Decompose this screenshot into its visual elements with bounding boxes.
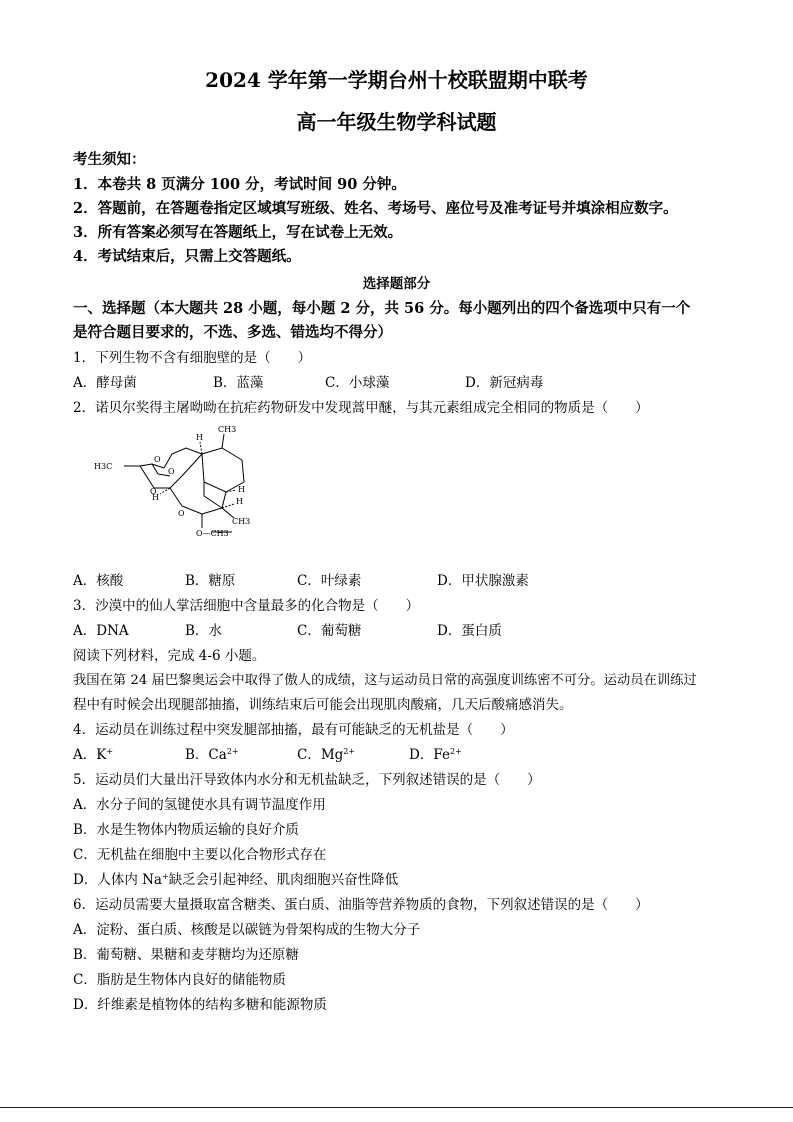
q5-option-c: C．无机盐在细胞中主要以化合物形式存在 bbox=[73, 847, 327, 863]
q6-option-b: B．葡萄糖、果糖和麦芽糖均为还原糖 bbox=[73, 947, 299, 963]
section-title: 选择题部分 bbox=[362, 276, 431, 292]
seven-ring-top bbox=[164, 448, 202, 468]
label-och3: O—CH3 bbox=[196, 529, 229, 538]
q5-stem: 5．运动员们大量出汗导致体内水分和无机盐缺乏，下列叙述错误的是（ ） bbox=[73, 772, 541, 788]
q3-option-d: D．蛋白质 bbox=[437, 623, 502, 639]
notice-item-3: 3．所有答案必须写在答题纸上，写在试卷上无效。 bbox=[73, 224, 403, 241]
q6-option-d: D．纤维素是植物体的结构多糖和能源物质 bbox=[73, 997, 327, 1013]
q2-option-a: A．核酸 bbox=[73, 573, 124, 589]
label-o2: O bbox=[168, 467, 175, 476]
q4-option-b-label: B．Ca bbox=[185, 747, 227, 763]
label-o3: O bbox=[150, 487, 157, 496]
notice-heading: 考生须知： bbox=[73, 151, 146, 168]
notice-item-1: 1．本卷共 8 页满分 100 分，考试时间 90 分钟。 bbox=[73, 176, 406, 193]
q3-option-b: B．水 bbox=[185, 623, 222, 639]
label-h-right1: H bbox=[238, 485, 245, 494]
q4-option-d-label: D．Fe bbox=[409, 747, 450, 763]
label-ch3-right: CH3 bbox=[232, 517, 251, 526]
q4-option-c-label: C．Mg bbox=[297, 747, 344, 763]
q3-option-a: A．DNA bbox=[73, 623, 129, 639]
q4-option-a-label: A．K bbox=[73, 747, 107, 763]
q4-option-d bbox=[409, 743, 462, 763]
q5-option-d-post: 缺乏会引起神经、肌肉细胞兴奋性降低 bbox=[168, 872, 399, 888]
q5-option-d-pre: D．人体内 Na bbox=[73, 872, 162, 888]
reading-line-2: 程中有时候会出现腿部抽搐，训练结束后可能会出现肌肉酸痛，几天后酸痛感消失。 bbox=[73, 697, 573, 713]
q5-option-d-charge: + bbox=[161, 872, 169, 881]
q3-stem: 3．沙漠中的仙人掌活细胞中含量最多的化合物是（ ） bbox=[73, 598, 420, 614]
q5-option-b: B．水是生物体内物质运输的良好介质 bbox=[73, 822, 299, 838]
q2-option-c: C．叶绿素 bbox=[297, 573, 362, 589]
q4-stem: 4．运动员在训练过程中突发腿部抽搐，最有可能缺乏的无机盐是（ ） bbox=[73, 722, 514, 738]
notice-item-4: 4．考试结束后，只需上交答题纸。 bbox=[73, 248, 301, 265]
label-h3c: H3C bbox=[94, 462, 113, 471]
label-h-right2: H bbox=[236, 497, 243, 506]
q4-option-a-charge: + bbox=[106, 747, 114, 756]
q2-stem: 2．诺贝尔奖得主屠呦呦在抗疟药物研发中发现蒿甲醚，与其元素组成完全相同的物质是（ ） bbox=[73, 400, 649, 416]
label-o1: O bbox=[154, 455, 161, 464]
q4-option-c-charge: 2+ bbox=[343, 747, 356, 756]
label-h-left: H bbox=[152, 493, 159, 502]
notice-item-2: 2．答题前，在答题卷指定区域填写班级、姓名、考场号、座位号及准考证号并填涂相应数字。 bbox=[73, 200, 678, 217]
section-intro-line1: 一、选择题（本大题共 28 小题，每小题 2 分，共 56 分。每小题列出的四个备选项中只有一个 bbox=[73, 300, 691, 317]
label-o4: O bbox=[178, 509, 185, 518]
q3-option-c: C．葡萄糖 bbox=[297, 623, 362, 639]
q4-option-b bbox=[185, 743, 239, 763]
q6-option-a: A．淀粉、蛋白质、核酸是以碳链为骨架构成的生物大分子 bbox=[73, 922, 421, 938]
section-intro-line2: 是符合题目要求的，不选、多选、错选均不得分） bbox=[73, 324, 392, 341]
q2-option-b: B．糖原 bbox=[185, 573, 236, 589]
q4-option-a bbox=[73, 743, 113, 763]
exam-subtitle: 高一年级生物学科试题 bbox=[296, 110, 497, 134]
q2-option-d: D．甲状腺激素 bbox=[437, 573, 529, 589]
q4-option-d-charge: 2+ bbox=[449, 747, 462, 756]
label-ch3-top: CH3 bbox=[218, 425, 237, 434]
q1-option-b: B．蓝藻 bbox=[213, 375, 264, 391]
q1-option-a: A．酵母菌 bbox=[73, 375, 137, 391]
exam-title: 2024 学年第一学期台州十校联盟期中联考 bbox=[205, 68, 588, 92]
q1-option-c: C．小球藻 bbox=[325, 375, 390, 391]
reading-prompt: 阅读下列材料，完成 4-6 小题。 bbox=[73, 648, 266, 664]
q5-option-d bbox=[73, 868, 398, 888]
page-bottom-rule bbox=[0, 1107, 793, 1108]
label-h-top: H bbox=[196, 433, 203, 442]
q4-option-b-charge: 2+ bbox=[226, 747, 239, 756]
q5-option-a: A．水分子间的氢键使水具有调节温度作用 bbox=[73, 797, 326, 813]
reading-line-1: 我国在第 24 届巴黎奥运会中取得了傲人的成绩，这与运动员日常的高强度训练密不可分。运动员在训练过 bbox=[73, 673, 697, 688]
q4-option-c bbox=[297, 743, 355, 763]
artemether-structure bbox=[94, 424, 264, 542]
q1-option-d: D．新冠病毒 bbox=[465, 375, 544, 391]
q6-stem: 6．运动员需要大量摄取富含糖类、蛋白质、油脂等营养物质的食物，下列叙述错误的是（ ） bbox=[73, 897, 649, 913]
q6-option-c: C．脂肪是生物体内良好的储能物质 bbox=[73, 972, 286, 988]
q1-stem: 1．下列生物不含有细胞壁的是（ ） bbox=[73, 350, 312, 366]
